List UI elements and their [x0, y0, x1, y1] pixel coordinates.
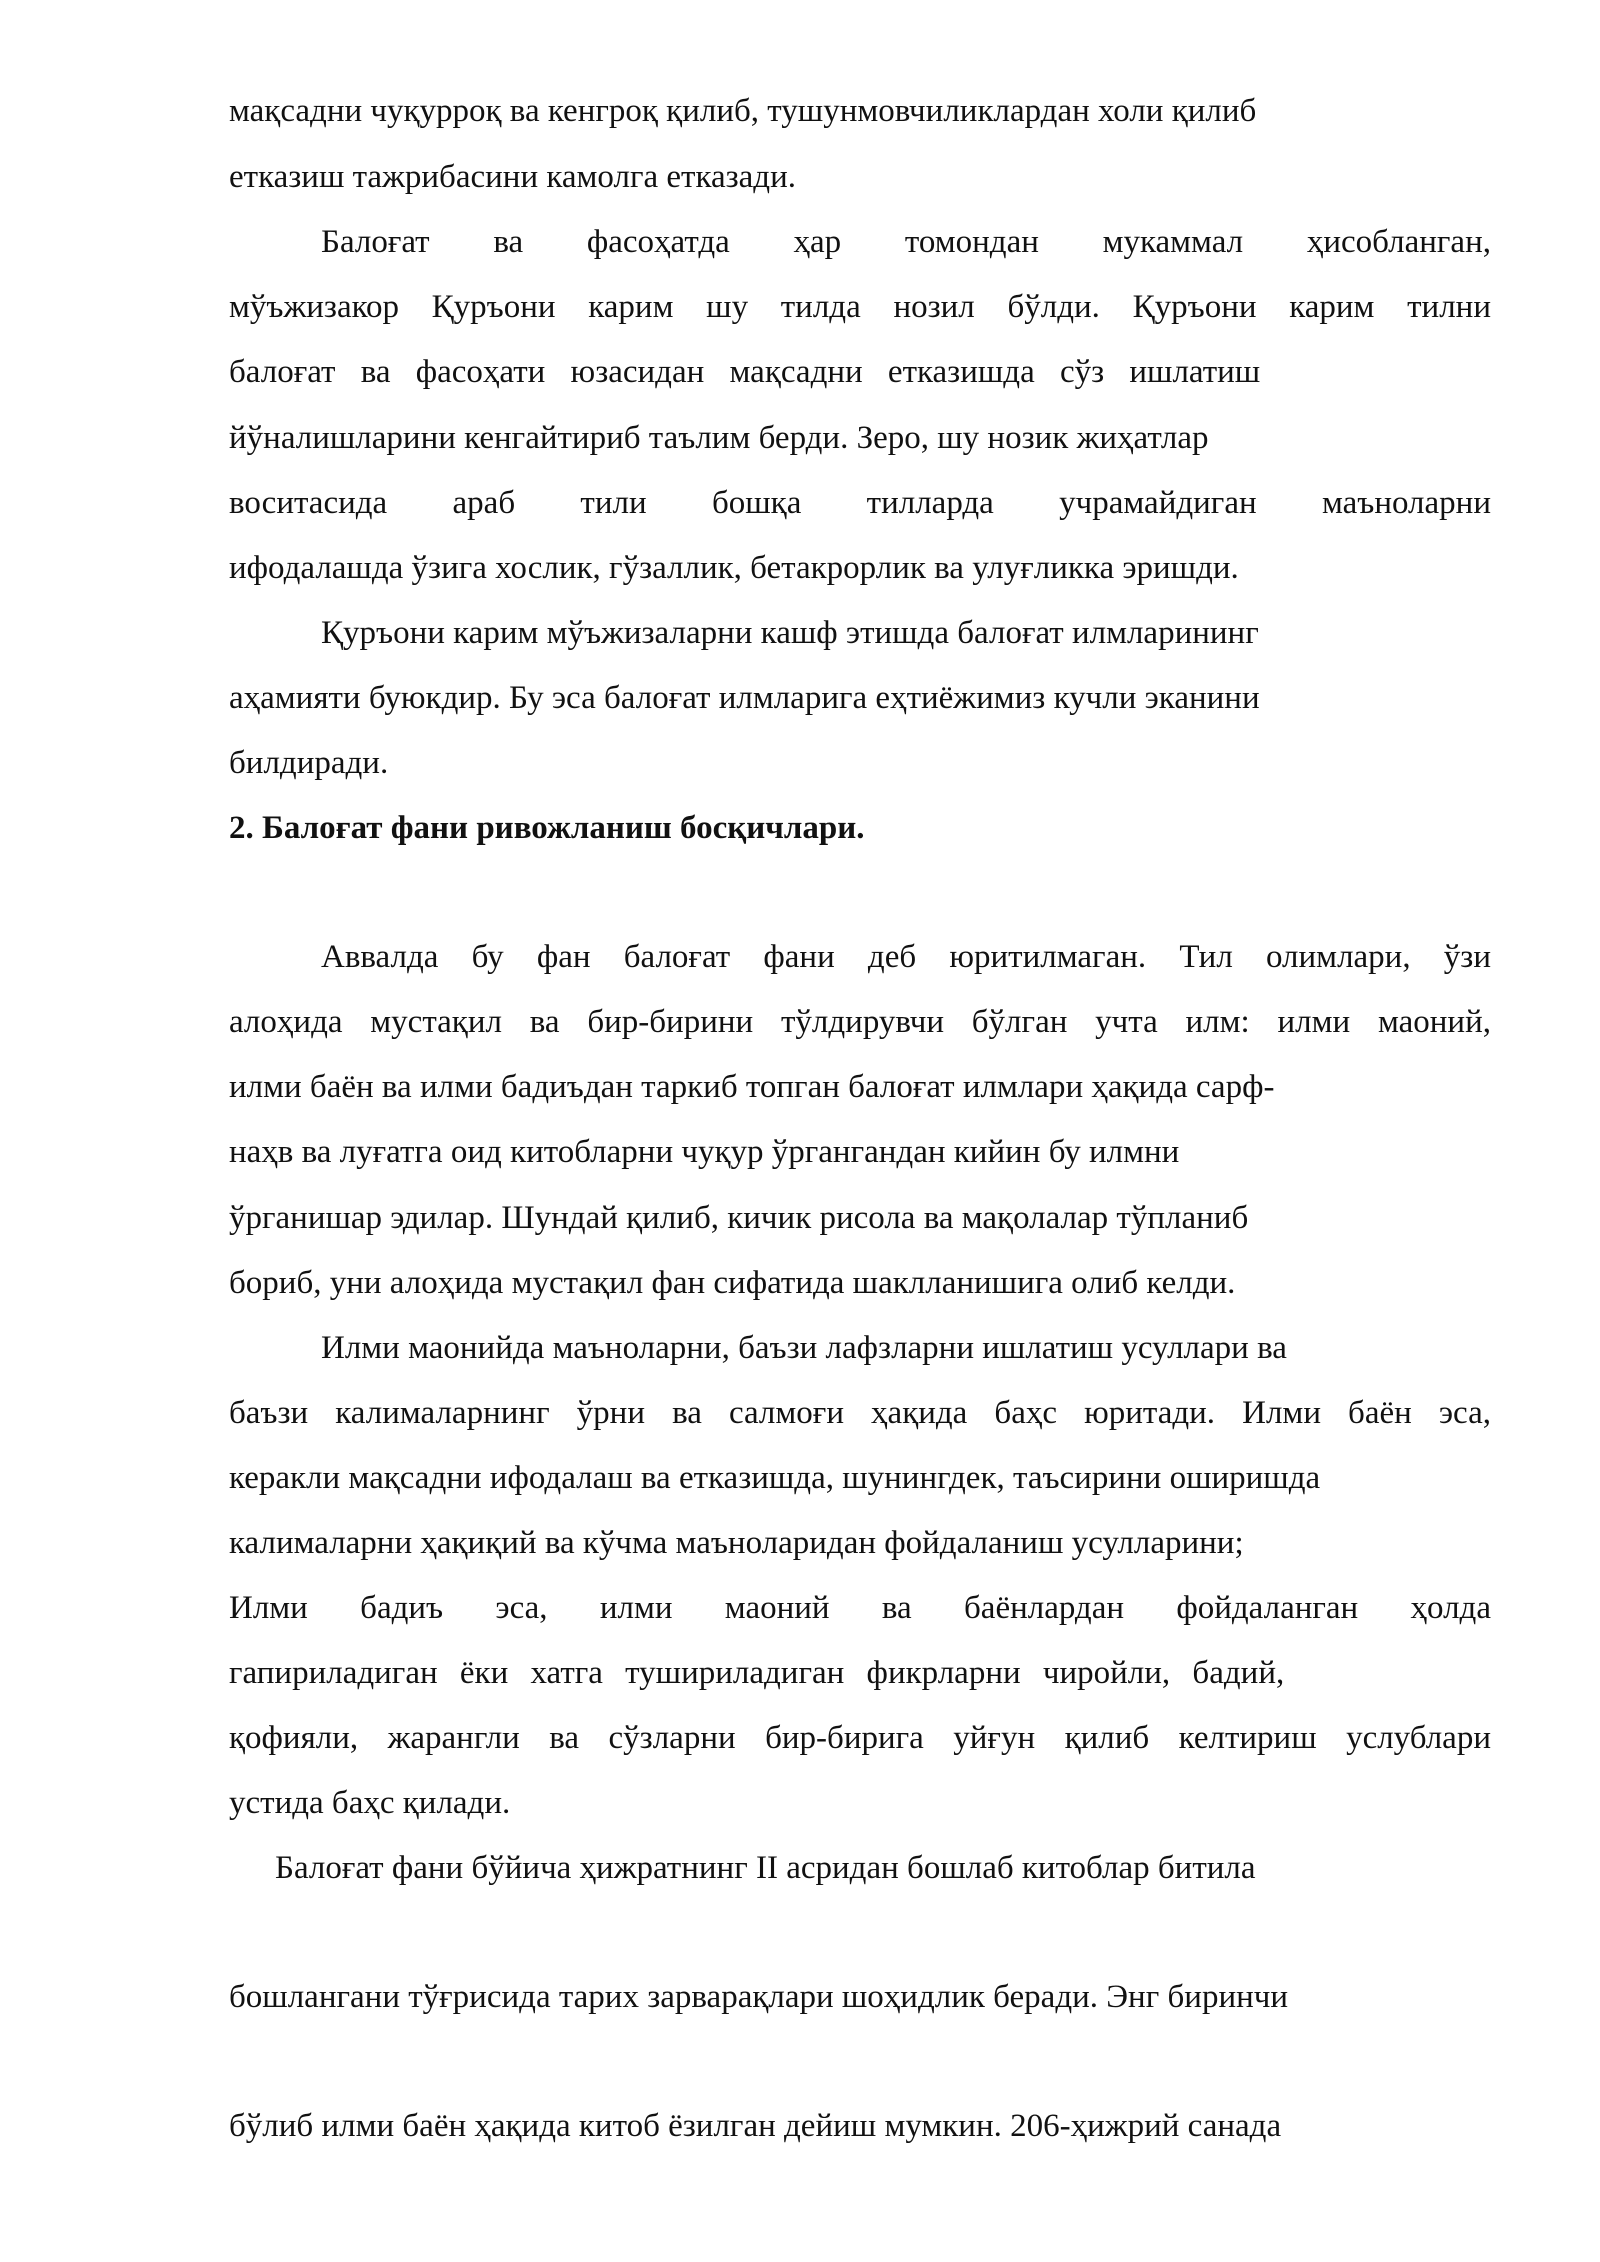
text-line-5: балоғат ва фасоҳати юзасидан мақсадни етказишда сўз ишлатиш: [229, 354, 1261, 390]
text-line-26: устида баҳс қилади.: [229, 1785, 511, 1821]
text-line-4: мўъжизакор Қуръони карим шу тилда нозил бўлди. Қуръони карим тилни: [229, 289, 1491, 325]
text-line-8: ифодалашда ўзига хослик, гўзаллик, бетакрорлик ва улуғликка эришди.: [229, 550, 1239, 586]
text-line-19: Илми маонийда маъноларни, баъзи лафзларни ишлатиш усуллари ва: [321, 1330, 1287, 1366]
text-line-24: гапириладиган ёки хатга тушириладиган фикрларни чиройли, бадий,: [229, 1655, 1285, 1691]
text-line-15: илми баён ва илми бадиъдан таркиб топган балоғат илмлари ҳақида сарф-: [229, 1069, 1275, 1105]
text-line-7: воситасида араб тили бошқа тилларда учрамайдиган маъноларни: [229, 485, 1491, 521]
text-line-17: ўрганишар эдилар. Шундай қилиб, кичик рисола ва мақолалар тўпланиб: [229, 1200, 1249, 1236]
text-line-22: калималарни ҳақиқий ва кўчма маъноларидан фойдаланиш усулларини;: [229, 1525, 1244, 1561]
text-line-16: наҳв ва луғатга оид китобларни чуқур ўргангандан кийин бу илмни: [229, 1134, 1180, 1170]
text-line-21: керакли мақсадни ифодалаш ва етказишда, шунингдек, таъсирини оширишда: [229, 1460, 1321, 1496]
text-line-29: бўлиб илми баён ҳақида китоб ёзилган дейиш мумкин. 206-ҳижрий санада: [229, 2108, 1282, 2144]
text-line-6: йўналишларини кенгайтириб таълим берди. Зеро, шу нозик жиҳатлар: [229, 420, 1209, 456]
text-line-1: мақсадни чуқурроқ ва кенгроқ қилиб, тушунмовчиликлардан холи қилиб: [229, 93, 1257, 129]
text-line-20: баъзи калималарнинг ўрни ва салмоғи ҳақида баҳс юритади. Илми баён эса,: [229, 1395, 1491, 1431]
text-line-10: аҳамияти буюкдир. Бу эса балоғат илмларига еҳтиёжимиз кучли эканини: [229, 680, 1260, 716]
text-line-27: Балоғат фани бўйича ҳижратнинг II асридан бошлаб китоблар битила: [275, 1850, 1256, 1886]
text-line-28: бошлангани тўғрисида тарих зарварақлари шоҳидлик беради. Энг биринчи: [229, 1979, 1289, 2015]
text-line-11: билдиради.: [229, 745, 389, 781]
text-line-14: алоҳида мустақил ва бир-бирини тўлдирувчи бўлган учта илм: илми маоний,: [229, 1004, 1491, 1040]
text-line-23: Илми бадиъ эса, илми маоний ва баёнлардан фойдаланган ҳолда: [229, 1590, 1491, 1626]
text-line-2: етказиш тажрибасини камолга етказади.: [229, 159, 797, 195]
section-heading: 2. Балоғат фани ривожланиш босқичлари.: [229, 810, 865, 846]
text-line-9: Қуръони карим мўъжизаларни кашф этишда балоғат илмларининг: [321, 615, 1259, 651]
text-line-13: Аввалда бу фан балоғат фани деб юритилмаган. Тил олимлари, ўзи: [321, 939, 1491, 975]
text-line-3: Балоғат ва фасоҳатда ҳар томондан мукаммал ҳисобланган,: [321, 224, 1491, 260]
text-line-18: бориб, уни алоҳида мустақил фан сифатида шаклланишига олиб келди.: [229, 1265, 1236, 1301]
text-line-25: қофияли, жарангли ва сўзларни бир-бирига уйғун қилиб келтириш услублари: [229, 1720, 1491, 1756]
